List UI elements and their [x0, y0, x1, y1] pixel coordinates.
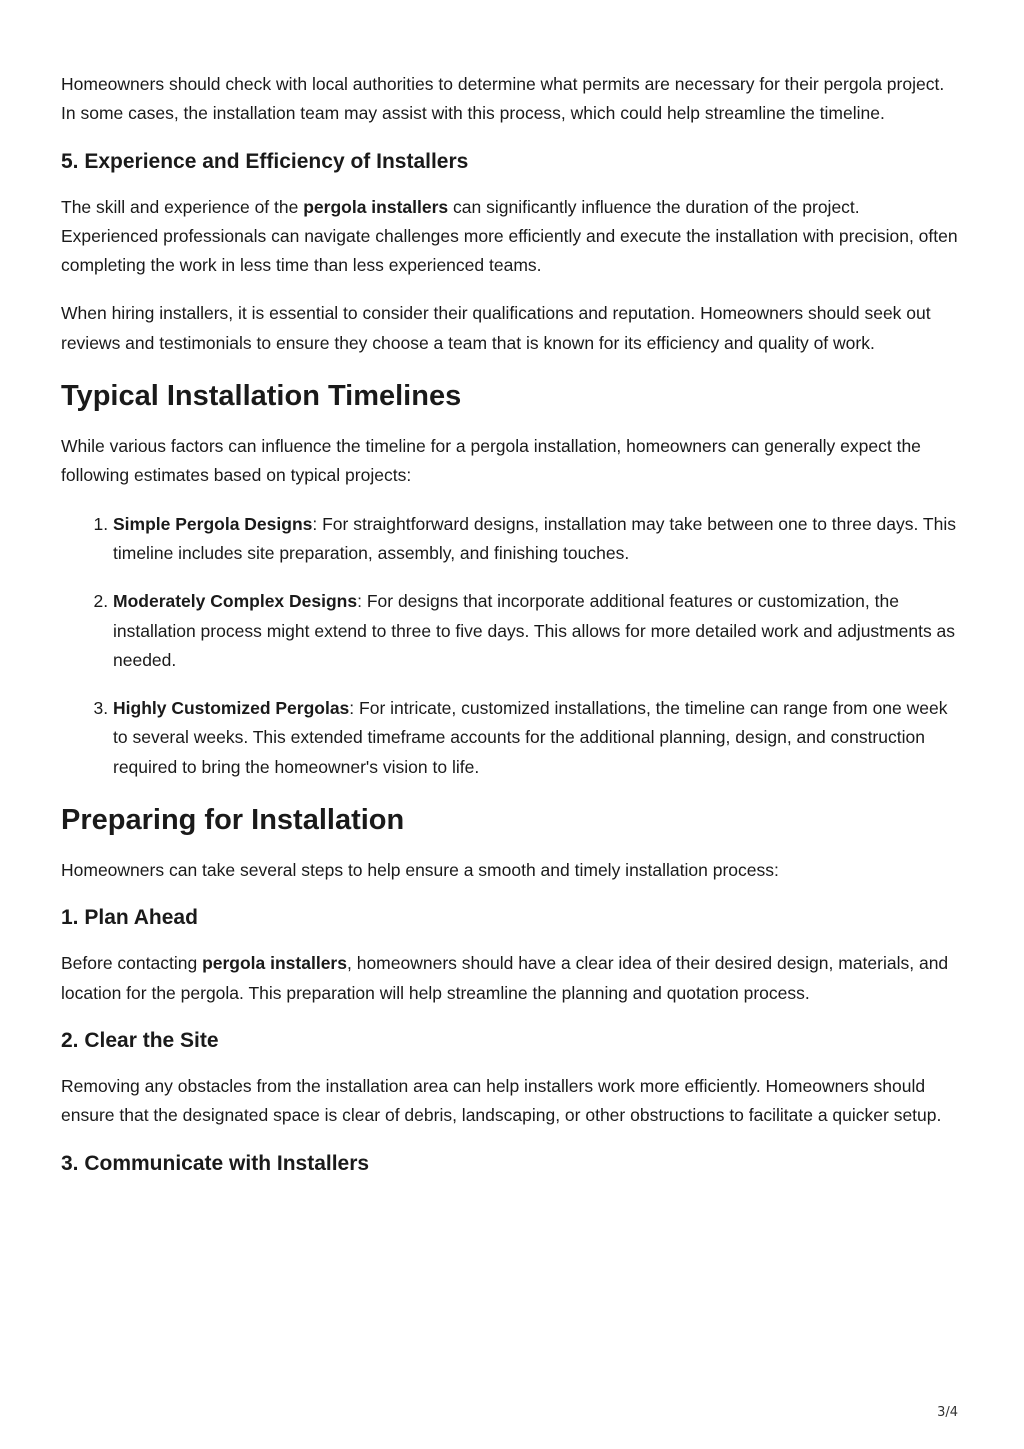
section-5-paragraph-1: The skill and experience of the pergola installers can significantly influence the duration of the project. Experienced professionals can navigate challenges more efficiently and execute the installation with precision, often completing the work in less time than less experienced teams.	[61, 196, 958, 276]
list-item: 1. Simple Pergola Designs: For straightforward designs, installation may take between one to three days. This timeline includes site preparation, assembly, and finishing touches.	[113, 510, 961, 569]
bold-pergola-installers: pergola installers	[303, 196, 449, 217]
timelines-list	[61, 510, 961, 782]
preparing-heading: Preparing for Installation	[61, 804, 405, 837]
list-item: 2. Moderately Complex Designs: For designs that incorporate additional features or customization, the installation process might extend to three to five days. This allows for more detailed work and adjustments as needed.	[113, 587, 961, 675]
permits-paragraph: Homeowners should check with local authorities to determine what permits are necessary for their pergola project. In some cases, the installation team may assist with this process, which could help streamline the timeline.	[61, 74, 945, 124]
section-5-heading: 5. Experience and Efficiency of Installers	[61, 149, 469, 173]
preparing-intro: Homeowners can take several steps to help ensure a smooth and timely installation process:	[61, 860, 779, 881]
communicate-heading: 3. Communicate with Installers	[61, 1151, 370, 1175]
timelines-heading: Typical Installation Timelines	[61, 380, 462, 413]
bold-pergola-installers: pergola installers	[202, 953, 347, 974]
page-number: 3/4	[937, 1405, 958, 1420]
clear-site-paragraph: Removing any obstacles from the installation area can help installers work more efficiently. Homeowners should ensure that the designated space is clear of debris, landscaping, or other obstructions to facilitate a quicker setup.	[61, 1075, 942, 1126]
list-item: 3. Highly Customized Pergolas: For intricate, customized installations, the timeline can range from one week to several weeks. This extended timeframe accounts for the additional planning, design, and construction required to bring the homeowner's vision to life.	[113, 694, 961, 782]
timelines-intro: While various factors can influence the timeline for a pergola installation, homeowners can generally expect the following estimates based on typical projects:	[61, 436, 921, 486]
clear-site-heading: 2. Clear the Site	[61, 1028, 219, 1052]
section-5-paragraph-2: When hiring installers, it is essential to consider their qualifications and reputation. Homeowners should seek out reviews and testimonials to ensure they choose a team that is known for its efficiency and quality of work.	[61, 303, 931, 353]
plan-ahead-paragraph: Before contacting pergola installers, homeowners should have a clear idea of their desired design, materials, and location for the pergola. This preparation will help streamline the planning and quotation process.	[61, 953, 949, 1003]
plan-ahead-heading: 1. Plan Ahead	[61, 906, 198, 930]
document-page	[61, 70, 961, 1195]
